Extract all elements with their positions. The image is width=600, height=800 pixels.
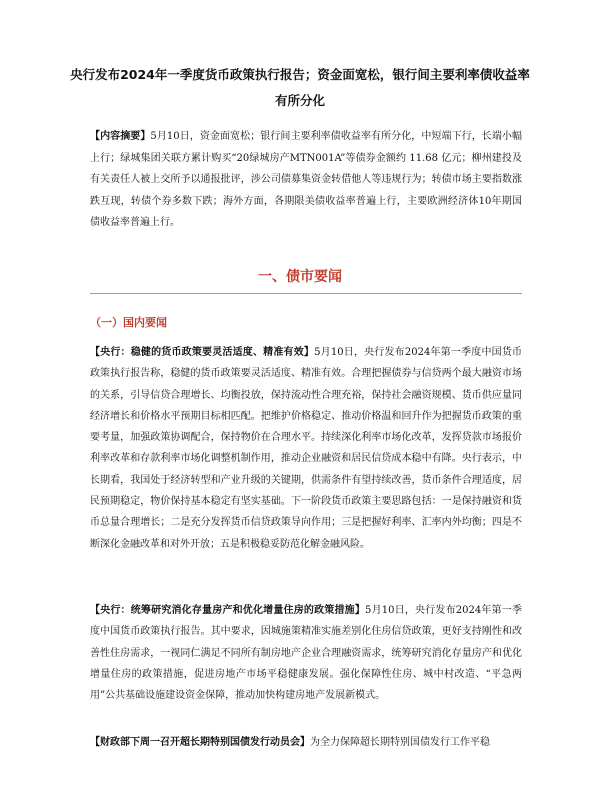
abstract-tag: 【内容摘要】 [90,131,151,142]
news-paragraph [90,600,522,706]
news-headline: 【央行：统筹研究消化存量房产和优化增量住房的政策措施】 [90,605,366,616]
abstract-text: 5月10日，资金面宽松；银行间主要利率债收益率有所分化，中短端下行，长端小幅上行；绿城集团关联方累计购买“20绿城房产MTN001A”等债券金额约 11.68 亿元；柳州建投及有关责任人被上交所予以通报批评，涉公司债募集资金转借他人等违规行为；转债市场主要指数涨跌互现，转债个券多数下跌；海外方面，各期限美债收益率普遍上行，主要欧洲经济体10年期国债收益率普遍上行。 [90,131,522,228]
news-text: 5月10日，央行发布2024年第一季度中国货币政策执行报告称，稳健的货币政策要灵活适度、精准有效。合理把握债券与信贷两个最大融资市场的关系，引导信贷合理增长、均衡投放，保持流动性合理充裕，保持社会融资规模、货币供应量同经济增长和价格水平预期目标相匹配。把维护价格稳定、推动价格温和回升作为把握货币政策的重要考量，加强政策协调配合，保持物价在合理水平。持续深化利率市场化改革，发挥贷款市场报价利率改革和存款利率市场化调整机制作用，推动企业融资和居民信贷成本稳中有降。央行表示，中长期看，我国处于经济转型和产业升级的关键期，供需条件有望持续改善，货币条件合理适度，居民预期稳定，物价保持基本稳定有坚实基础。下一阶段货币政策主要思路包括：一是保持融资和货币总量合理增长；二是充分发挥货币信贷政策导向作用；三是把握好利率、汇率内外均衡；四是不断深化金融改革和对外开放；五是积极稳妥防范化解金融风险。 [90,347,522,550]
section-title: 一、债市要闻 [258,269,342,285]
news-text: 为全力保障超长期特别国债发行工作平稳 [310,737,490,748]
news-paragraph [90,732,522,753]
abstract-paragraph [90,126,522,234]
news-text: 5月10日，央行发布2024年第一季度中国货币政策执行报告。其中要求，因城施策精准实施差别化住房信贷政策，更好支持刚性和改善性住房需求，一视同仁满足不同所有制房地产企业合理融资需求，统筹研究消化存量房产和优化增量住房的政策措施，促进房地产市场平稳健康发展。强化保障性住房、城中村改造、“平急两用”公共基础设施建设资金保障，推动加快构建房地产发展新模式。 [90,605,522,702]
news-paragraph [90,342,522,555]
document-title: 央行发布2024年一季度货币政策执行报告；资金面宽松，银行间主要利率债收益率有所分化 [70,67,530,108]
section-divider [90,293,522,294]
news-headline: 【央行：稳健的货币政策要灵活适度、精准有效】 [90,347,315,358]
news-headline: 【财政部下周一召开超长期特别国债发行动员会】 [90,737,310,748]
subsection-title: （一）国内要闻 [90,316,167,329]
